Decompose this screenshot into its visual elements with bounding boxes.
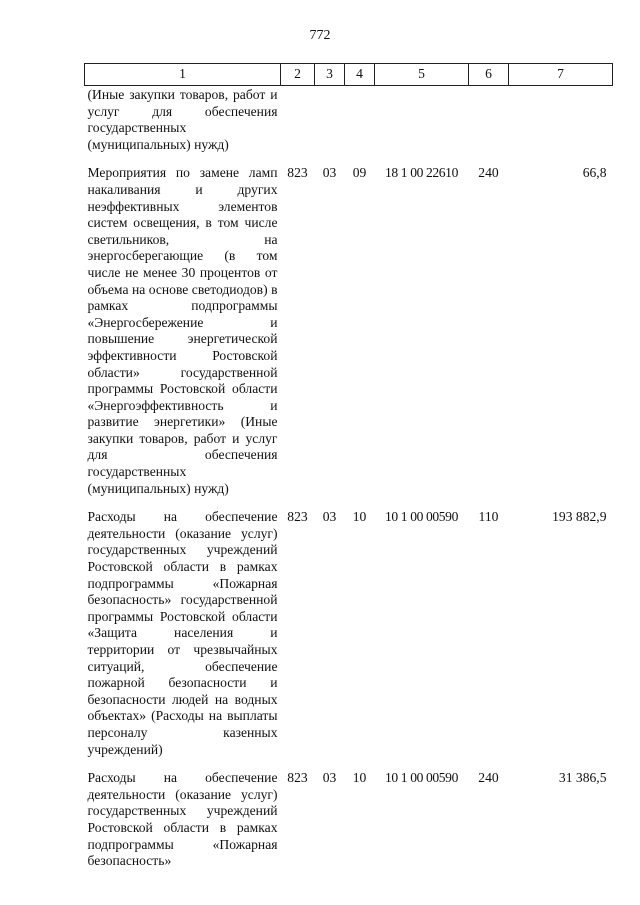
cell-amount: 193 882,9 bbox=[552, 509, 607, 525]
cell-ministry-code: 823 bbox=[287, 165, 308, 181]
col-header-6: 6 bbox=[469, 64, 509, 86]
cell-subsection: 09 bbox=[352, 165, 367, 181]
cell-section: 03 bbox=[322, 509, 337, 525]
cell-section: 03 bbox=[322, 165, 337, 181]
col-header-4: 4 bbox=[345, 64, 375, 86]
header-row bbox=[85, 64, 613, 86]
col-header-7: 7 bbox=[509, 64, 613, 86]
cell-ministry-code: 823 bbox=[287, 770, 308, 786]
cell-section bbox=[315, 86, 345, 154]
cell-expense-type: 110 bbox=[478, 509, 499, 525]
cell-section: 03 bbox=[322, 770, 337, 786]
cell-subsection bbox=[345, 86, 375, 154]
col-header-5: 5 bbox=[375, 64, 469, 86]
col-header-3: 3 bbox=[315, 64, 345, 86]
table-row bbox=[85, 86, 613, 154]
budget-table bbox=[84, 63, 613, 870]
table-row bbox=[85, 758, 613, 870]
cell-amount: 66,8 bbox=[582, 165, 607, 181]
table-row bbox=[85, 497, 613, 758]
cell-amount: 31 386,5 bbox=[558, 770, 607, 786]
cell-subsection: 10 bbox=[352, 770, 367, 786]
table-row bbox=[85, 153, 613, 497]
row-description: (Иные закупки товаров, работ и услуг для обеспечения государственных (муниципальных) нужд) bbox=[87, 87, 278, 152]
page-number: 772 bbox=[309, 28, 331, 43]
cell-amount bbox=[509, 86, 613, 154]
cell-ministry-code bbox=[281, 86, 315, 154]
cell-subsection: 10 bbox=[352, 509, 367, 525]
cell-target-code: 18 1 00 22610 bbox=[385, 165, 458, 181]
col-header-2: 2 bbox=[281, 64, 315, 86]
cell-target-code: 10 1 00 00590 bbox=[385, 770, 458, 786]
col-header-1: 1 bbox=[85, 64, 281, 86]
cell-expense-type: 240 bbox=[478, 770, 499, 786]
cell-target-code bbox=[375, 86, 469, 154]
row-description: Мероприятия по замене ламп накаливания и других неэффективных элементов систем освещения, в том числе светильников, на энергосберегающие (в том числе не менее 30 процентов от объема на основе светодиодов) в рамках подпрограммы «Энергосбережение и повышение энергетической эффективности Ростовской области» государственной программы Ростовской области «Энергоэффективность и развитие энергетики» (Иные закупки товаров, работ и услуг для обеспечения государственных (муниципальных) нужд) bbox=[87, 165, 278, 496]
cell-ministry-code: 823 bbox=[287, 509, 308, 525]
row-description: Расходы на обеспечение деятельности (оказание услуг) государственных учреждений Ростовской области в рамках подпрограммы «Пожарная безопасность» bbox=[87, 770, 278, 869]
cell-expense-type: 240 bbox=[478, 165, 499, 181]
cell-expense-type bbox=[469, 86, 509, 154]
cell-target-code: 10 1 00 00590 bbox=[385, 509, 458, 525]
row-description: Расходы на обеспечение деятельности (оказание услуг) государственных учреждений Ростовской области в рамках подпрограммы «Пожарная безопасность» государственной программы Ростовской области «Защита населения и территории от чрезвычайных ситуаций, обеспечение пожарной безопасности и безопасности людей на водных объектах» (Расходы на выплаты персоналу казенных учреждений) bbox=[87, 509, 278, 757]
